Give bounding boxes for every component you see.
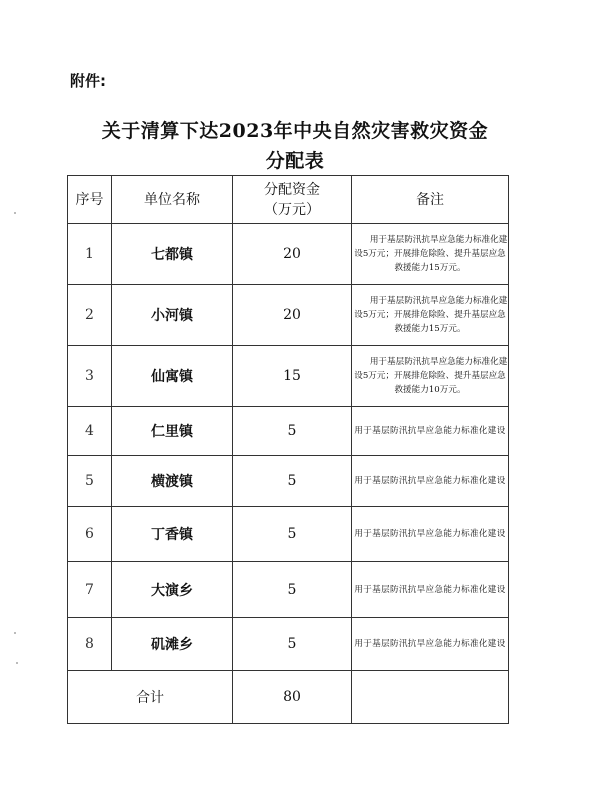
row-amount: 15: [233, 346, 352, 407]
row-note: 用于基层防汛抗旱应急能力标准化建设: [352, 618, 509, 671]
table-header-row: [68, 176, 509, 224]
column-header-amount-line2: （万元）: [264, 201, 320, 218]
row-index: 2: [68, 285, 112, 346]
row-amount: 5: [233, 407, 352, 456]
row-unit: 矶滩乡: [112, 618, 233, 671]
row-index: 4: [68, 407, 112, 456]
row-index: 8: [68, 618, 112, 671]
row-amount: 20: [233, 224, 352, 285]
table-row: [68, 346, 509, 407]
column-header-amount: [233, 176, 352, 224]
column-header-amount-line1: 分配资金: [264, 181, 320, 198]
table-row: [68, 407, 509, 456]
table-row: [68, 285, 509, 346]
document-title: 关于清算下达2023年中央自然灾害救灾资金: [101, 120, 489, 142]
row-note: 用于基层防汛抗旱应急能力标准化建设: [352, 456, 509, 507]
row-index: 3: [68, 346, 112, 407]
row-amount: 5: [233, 618, 352, 671]
total-note: [352, 671, 509, 724]
total-amount: 80: [233, 671, 352, 724]
scan-speck: [14, 632, 16, 634]
table-row: [68, 562, 509, 618]
document-subtitle: 分配表: [265, 150, 325, 172]
row-unit: 大演乡: [112, 562, 233, 618]
row-note: 用于基层防汛抗旱应急能力标准化建设: [352, 507, 509, 562]
row-unit: 仙寓镇: [112, 346, 233, 407]
row-index: 6: [68, 507, 112, 562]
row-note: 用于基层防汛抗旱应急能力标准化建设5万元；开展排危除险、提升基层应急救援能力15万元。: [352, 285, 509, 346]
table-row: [68, 507, 509, 562]
row-unit: 丁香镇: [112, 507, 233, 562]
scan-speck: [16, 662, 18, 664]
row-unit: 横渡镇: [112, 456, 233, 507]
row-amount: 5: [233, 562, 352, 618]
row-amount: 20: [233, 285, 352, 346]
row-unit: 七都镇: [112, 224, 233, 285]
row-note: 用于基层防汛抗旱应急能力标准化建设: [352, 407, 509, 456]
row-note: 用于基层防汛抗旱应急能力标准化建设5万元；开展排危除险、提升基层应急救援能力15万元。: [352, 224, 509, 285]
row-unit: 仁里镇: [112, 407, 233, 456]
row-index: 1: [68, 224, 112, 285]
table-row: [68, 618, 509, 671]
row-index: 7: [68, 562, 112, 618]
column-header-unit: 单位名称: [112, 176, 233, 224]
allocation-table: [67, 175, 509, 724]
table-row: [68, 456, 509, 507]
row-note: 用于基层防汛抗旱应急能力标准化建设: [352, 562, 509, 618]
row-unit: 小河镇: [112, 285, 233, 346]
scan-speck: [14, 212, 16, 214]
table-total-row: [68, 671, 509, 724]
row-amount: 5: [233, 456, 352, 507]
row-index: 5: [68, 456, 112, 507]
row-note: 用于基层防汛抗旱应急能力标准化建设5万元；开展排危除险、提升基层应急救援能力10万元。: [352, 346, 509, 407]
attachment-label: 附件:: [70, 72, 106, 90]
row-amount: 5: [233, 507, 352, 562]
table-row: [68, 224, 509, 285]
total-label: 合计: [68, 671, 233, 724]
column-header-note: 备注: [352, 176, 509, 224]
column-header-index: 序号: [68, 176, 112, 224]
